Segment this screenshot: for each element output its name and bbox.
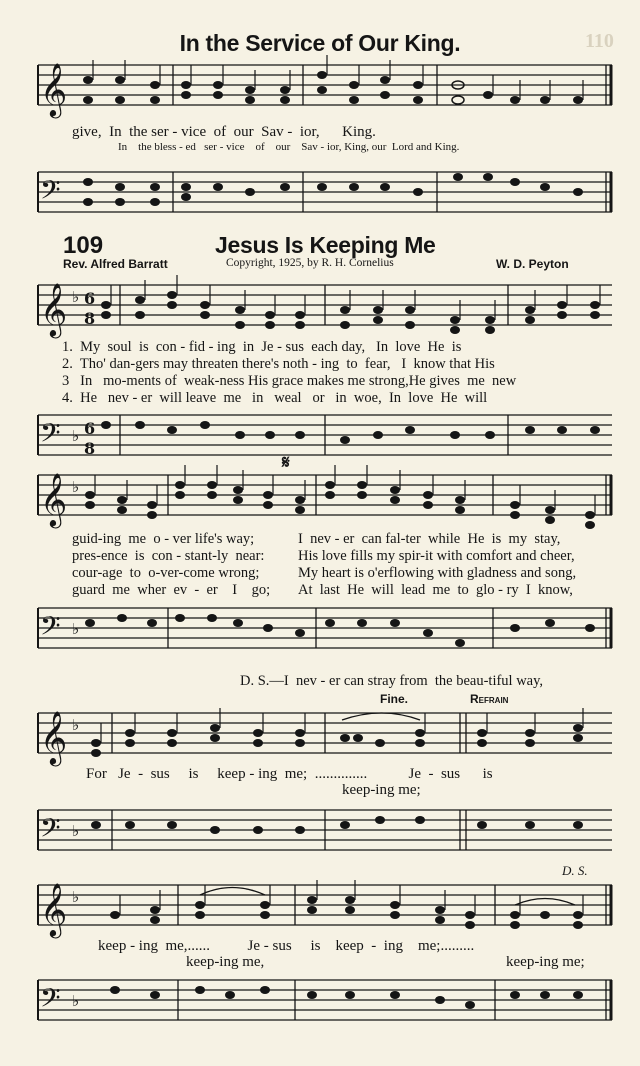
top-hymn-title: In the Service of Our King. (179, 30, 461, 56)
hymn-title: Jesus Is Keeping Me (215, 232, 436, 258)
svg-text:𝄢: 𝄢 (40, 610, 61, 648)
svg-text:6: 6 (84, 419, 96, 438)
svg-text:♭: ♭ (72, 427, 80, 445)
fine-mark: Fine. (380, 692, 409, 706)
svg-text:𝄞: 𝄞 (40, 882, 68, 936)
page-number: 110 (585, 30, 614, 52)
svg-text:♭: ♭ (72, 888, 80, 906)
verse-2-line-2b: His love fills my spir-it with comfort and cheer, (298, 548, 575, 564)
verse-2-line-2a: pres-ence is con - stant-ly near: (72, 548, 265, 564)
svg-text:𝄢: 𝄢 (40, 174, 61, 212)
refrain-line-2-alt-a: keep-ing me, (186, 954, 265, 970)
verse-3-line-1: 3 In mo-ments of weak-ness His grace makes me strong,He gives me new (62, 373, 517, 389)
svg-text:𝄢: 𝄢 (40, 417, 61, 455)
verse-3-line-2a: cour-age to o-ver-come wrong; (72, 565, 260, 581)
verse-3-line-2b: My heart is o'erflowing with gladness and song, (298, 565, 577, 581)
top-treble-staff (0, 60, 640, 120)
svg-text:𝄢: 𝄢 (40, 812, 61, 850)
verse-1-line-1: 1. My soul is con - fid - ing in Je - sus each day, In love He is (62, 339, 462, 355)
svg-text:6: 6 (84, 289, 96, 308)
svg-text:♭: ♭ (72, 478, 80, 496)
verse-1-line-2a: guid-ing me o - ver life's way; (72, 531, 255, 547)
verse-4-line-1: 4. He nev - er will leave me in weal or in woe, In love He will (62, 390, 488, 406)
verse-2-line-1: 2. Tho' dan-gers may threaten there's noth - ing to fear, I know that His (62, 356, 495, 372)
svg-text:8: 8 (84, 309, 96, 328)
svg-text:𝄞: 𝄞 (40, 62, 68, 116)
svg-text:8: 8 (84, 439, 96, 458)
refrain-line-2-alt-b: keep-ing me; (506, 954, 585, 970)
ds-mark: D. S. (562, 863, 588, 878)
svg-text:♭: ♭ (72, 716, 80, 734)
verse-4-line-2a: guard me wher ev - er I go; (72, 582, 271, 598)
refrain-line-1: For Je - sus is keep - ing me; .............. Je - sus is (86, 766, 493, 782)
svg-text:𝄞: 𝄞 (40, 710, 68, 764)
refrain-line-1-alt: keep-ing me; (342, 782, 421, 798)
verse-4-line-2b: At last He will lead me to glo - ry I know, (298, 582, 573, 598)
svg-text:𝄞: 𝄞 (40, 472, 68, 526)
top-hymn-lyrics-alto: In the bless - ed ser - vice of our Sav - ior, King, our Lord and King. (118, 141, 460, 153)
system2-bass-staff (0, 598, 640, 658)
svg-text:♭: ♭ (72, 288, 80, 306)
top-hymn-lyrics: give, In the ser - vice of our Sav - ior, King. (72, 124, 376, 140)
refrain-line-2: keep - ing me,...... Je - sus is keep - ing me;......... (98, 938, 475, 954)
top-bass-staff (0, 162, 640, 222)
hymn-number: 109 (63, 232, 104, 259)
system3-bass-staff (0, 800, 640, 860)
system1-bass-staff (0, 405, 640, 465)
svg-text:𝄢: 𝄢 (40, 982, 61, 1020)
svg-text:♭: ♭ (72, 620, 80, 638)
system4-bass-staff (0, 970, 640, 1030)
copyright-line: Copyright, 1925, by R. H. Cornelius (226, 257, 394, 269)
author-credit: Rev. Alfred Barratt (63, 257, 168, 271)
refrain-label: Refrain (470, 692, 509, 706)
system1-treble-staff (0, 280, 640, 340)
segno-mark: 𝄋 (282, 452, 290, 473)
svg-text:♭: ♭ (72, 822, 80, 840)
svg-text:𝄞: 𝄞 (40, 282, 68, 336)
system3-treble-staff (0, 708, 640, 768)
svg-text:♭: ♭ (72, 992, 80, 1010)
system2-treble-staff (0, 470, 640, 530)
system4-treble-staff (0, 880, 640, 940)
composer-credit: W. D. Peyton (496, 257, 569, 271)
verse-1-line-2b: I nev - er can fal-ter while He is my stay, (298, 531, 561, 547)
ds-lyric-line: D. S.—I nev - er can stray from the beau-tiful way, (240, 673, 544, 689)
